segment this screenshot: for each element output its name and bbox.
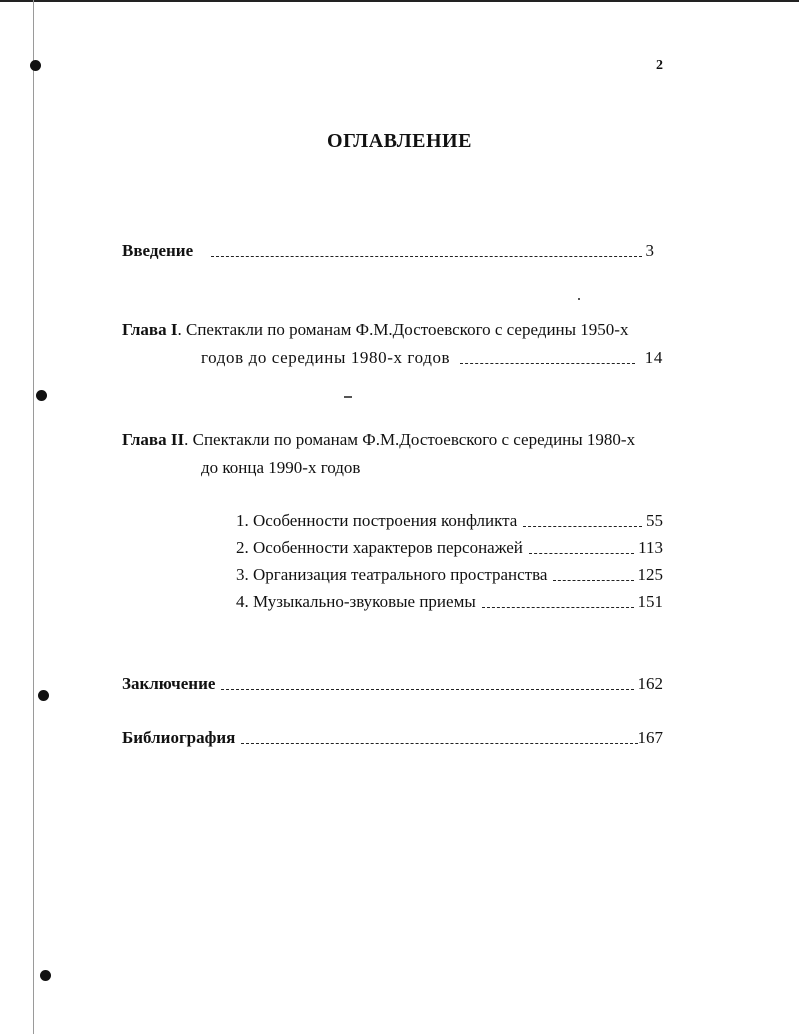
toc-chapter2-line2 [201,458,360,478]
dot-leader [523,525,642,527]
toc-section-1 [236,511,663,531]
toc-entry-page: 3 [645,241,654,260]
toc-chapter2-line1 [122,430,635,450]
toc-entry-bibliography [122,728,663,748]
toc-entry-conclusion [122,674,663,694]
punch-hole [38,690,49,701]
punch-hole [30,60,41,71]
chapter1-title-line1: . Спектакли по романам Ф.М.Достоевского с середины 1950-х [177,320,629,339]
binding-margin-line [33,0,34,1034]
section-label: 3. Организация театрального пространства [236,565,548,584]
page-number: 2 [656,58,663,73]
section-label: 4. Музыкально-звуковые приемы [236,592,476,611]
chapter1-title-line2: годов до середины 1980-х годов [201,348,451,367]
punch-hole [36,390,47,401]
section-page: 113 [638,538,663,557]
dot-leader [529,552,634,554]
section-label: 1. Особенности построения конфликта [236,511,518,530]
dot-leader [460,362,635,364]
chapter1-label: Глава I [122,320,178,339]
toc-section-3 [236,565,663,585]
dot-leader [553,579,633,581]
toc-section-2 [236,538,663,558]
chapter1-page: 14 [644,348,663,367]
chapter2-title-line2: до конца 1990-х годов [201,458,361,477]
scan-speck [578,298,580,300]
toc-entry-intro [122,241,654,261]
toc-entry-page: 162 [637,674,663,693]
toc-title: ОГЛАВЛЕНИЕ [327,130,472,152]
chapter2-title-line1: . Спектакли по романам Ф.М.Достоевского с середины 1980-х [184,430,636,449]
toc-entry-label: Введение [122,241,194,260]
section-label: 2. Особенности характеров персонажей [236,538,523,557]
toc-chapter1-line1 [122,320,628,340]
toc-entry-label: Заключение [122,674,216,693]
toc-section-4 [236,592,663,612]
toc-entry-label: Библиография [122,728,236,747]
dot-leader [211,255,641,257]
chapter2-label: Глава II [122,430,185,449]
scan-speck [344,396,352,398]
top-border-line [0,0,799,2]
toc-chapter1-line2 [201,348,663,368]
section-page: 55 [646,511,663,530]
punch-hole [40,970,51,981]
dot-leader [241,742,637,744]
section-page: 125 [637,565,663,584]
dot-leader [482,606,634,608]
dot-leader [221,688,633,690]
section-page: 151 [637,592,663,611]
toc-entry-page: 167 [637,728,663,747]
